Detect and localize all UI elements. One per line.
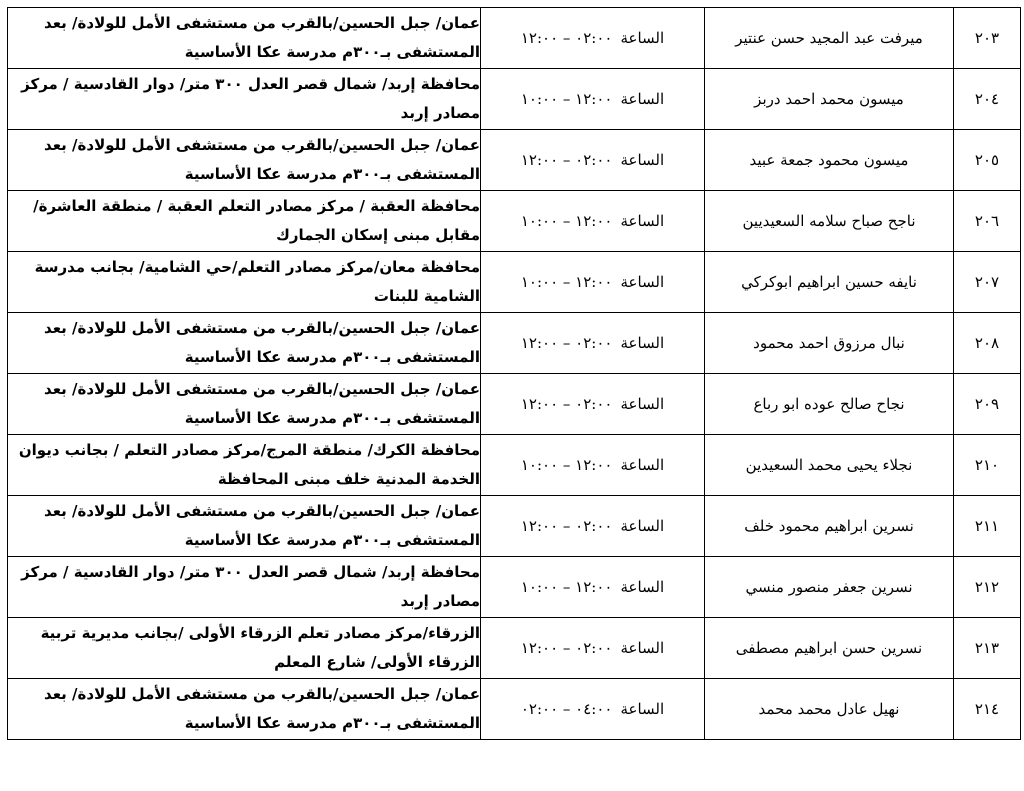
table-row [8, 252, 1021, 313]
time-slot [481, 130, 705, 191]
location: عمان/ جبل الحسين/بالقرب من مستشفى الأمل للولادة/ بعد المستشفى بـ٣٠٠م مدرسة عكا الأساسية [8, 496, 481, 557]
table-row [8, 435, 1021, 496]
time-label: الساعة [620, 455, 665, 474]
table-row [8, 496, 1021, 557]
time-label: الساعة [620, 699, 665, 718]
time-slot [481, 8, 705, 69]
table-row [8, 8, 1021, 69]
location: عمان/ جبل الحسين/بالقرب من مستشفى الأمل للولادة/ بعد المستشفى بـ٣٠٠م مدرسة عكا الأساسية [8, 8, 481, 69]
table-row [8, 69, 1021, 130]
person-name: ميسون محمود جمعة عبيد [705, 130, 954, 191]
row-number: ٢٠٧ [954, 252, 1021, 313]
time-label: الساعة [620, 394, 665, 413]
location: محافظة الكرك/ منطقة المرج/مركز مصادر التعلم / بجانب ديوان الخدمة المدنية خلف مبنى المحافظة [8, 435, 481, 496]
time-label: الساعة [620, 272, 665, 291]
schedule-sheet [7, 7, 1016, 740]
person-name: نسرين حسن ابراهيم مصطفى [705, 618, 954, 679]
time-slot [481, 679, 705, 740]
table-row [8, 679, 1021, 740]
person-name: نايفه حسين ابراهيم ابوكركي [705, 252, 954, 313]
table-row [8, 618, 1021, 679]
time-range: ٠٢:٠٠ – ١٢:٠٠ [520, 638, 613, 657]
time-slot [481, 618, 705, 679]
time-label: الساعة [620, 28, 665, 47]
time-range: ١٢:٠٠ – ١٠:٠٠ [520, 272, 613, 291]
person-name: ميسون محمد احمد دربز [705, 69, 954, 130]
time-label: الساعة [620, 150, 665, 169]
person-name: نجلاء يحيى محمد السعيدين [705, 435, 954, 496]
time-slot [481, 496, 705, 557]
row-number: ٢٠٨ [954, 313, 1021, 374]
person-name: نسرين جعفر منصور منسي [705, 557, 954, 618]
row-number: ٢١٠ [954, 435, 1021, 496]
location: محافظة إربد/ شمال قصر العدل ٣٠٠ متر/ دوار القادسية / مركز مصادر إربد [8, 69, 481, 130]
time-slot [481, 191, 705, 252]
time-slot [481, 557, 705, 618]
row-number: ٢٠٩ [954, 374, 1021, 435]
row-number: ٢٠٤ [954, 69, 1021, 130]
location: محافظة إربد/ شمال قصر العدل ٣٠٠ متر/ دوار القادسية / مركز مصادر إربد [8, 557, 481, 618]
row-number: ٢٠٥ [954, 130, 1021, 191]
person-name: نبال مرزوق احمد محمود [705, 313, 954, 374]
time-slot [481, 252, 705, 313]
location: محافظة معان/مركز مصادر التعلم/حي الشامية/ بجانب مدرسة الشامية للبنات [8, 252, 481, 313]
person-name: نهيل عادل محمد محمد [705, 679, 954, 740]
time-label: الساعة [620, 333, 665, 352]
time-range: ٠٢:٠٠ – ١٢:٠٠ [520, 150, 613, 169]
location: عمان/ جبل الحسين/بالقرب من مستشفى الأمل للولادة/ بعد المستشفى بـ٣٠٠م مدرسة عكا الأساسية [8, 679, 481, 740]
person-name: نسرين ابراهيم محمود خلف [705, 496, 954, 557]
person-name: ناجح صباح سلامه السعيديين [705, 191, 954, 252]
table-row [8, 557, 1021, 618]
time-slot [481, 374, 705, 435]
table-row [8, 374, 1021, 435]
time-label: الساعة [620, 89, 665, 108]
row-number: ٢١٤ [954, 679, 1021, 740]
row-number: ٢٠٣ [954, 8, 1021, 69]
person-name: نجاح صالح عوده ابو رباع [705, 374, 954, 435]
table-row [8, 130, 1021, 191]
time-label: الساعة [620, 638, 665, 657]
table-row [8, 191, 1021, 252]
time-slot [481, 313, 705, 374]
location: محافظة العقبة / مركز مصادر التعلم العقبة / منطقة العاشرة/ مقابل مبنى إسكان الجمارك [8, 191, 481, 252]
person-name: ميرفت عبد المجيد حسن عنتير [705, 8, 954, 69]
time-slot [481, 435, 705, 496]
time-range: ٠٢:٠٠ – ١٢:٠٠ [520, 28, 613, 47]
time-range: ٠٢:٠٠ – ١٢:٠٠ [520, 516, 613, 535]
table-row [8, 313, 1021, 374]
row-number: ٢١٣ [954, 618, 1021, 679]
time-slot [481, 69, 705, 130]
time-range: ١٢:٠٠ – ١٠:٠٠ [520, 455, 613, 474]
time-range: ١٢:٠٠ – ١٠:٠٠ [520, 89, 613, 108]
row-number: ٢١٢ [954, 557, 1021, 618]
time-range: ٠٤:٠٠ – ٠٢:٠٠ [520, 699, 613, 718]
time-range: ٠٢:٠٠ – ١٢:٠٠ [520, 394, 613, 413]
location: عمان/ جبل الحسين/بالقرب من مستشفى الأمل للولادة/ بعد المستشفى بـ٣٠٠م مدرسة عكا الأساسية [8, 374, 481, 435]
time-label: الساعة [620, 516, 665, 535]
schedule-table [7, 7, 1021, 740]
row-number: ٢١١ [954, 496, 1021, 557]
location: الزرقاء/مركز مصادر تعلم الزرقاء الأولى /بجانب مديرية تربية الزرقاء الأولى/ شارع المعلم [8, 618, 481, 679]
time-range: ٠٢:٠٠ – ١٢:٠٠ [520, 333, 613, 352]
time-label: الساعة [620, 211, 665, 230]
time-range: ١٢:٠٠ – ١٠:٠٠ [520, 577, 613, 596]
time-range: ١٢:٠٠ – ١٠:٠٠ [520, 211, 613, 230]
location: عمان/ جبل الحسين/بالقرب من مستشفى الأمل للولادة/ بعد المستشفى بـ٣٠٠م مدرسة عكا الأساسية [8, 130, 481, 191]
row-number: ٢٠٦ [954, 191, 1021, 252]
schedule-table-body [8, 8, 1021, 740]
location: عمان/ جبل الحسين/بالقرب من مستشفى الأمل للولادة/ بعد المستشفى بـ٣٠٠م مدرسة عكا الأساسية [8, 313, 481, 374]
time-label: الساعة [620, 577, 665, 596]
